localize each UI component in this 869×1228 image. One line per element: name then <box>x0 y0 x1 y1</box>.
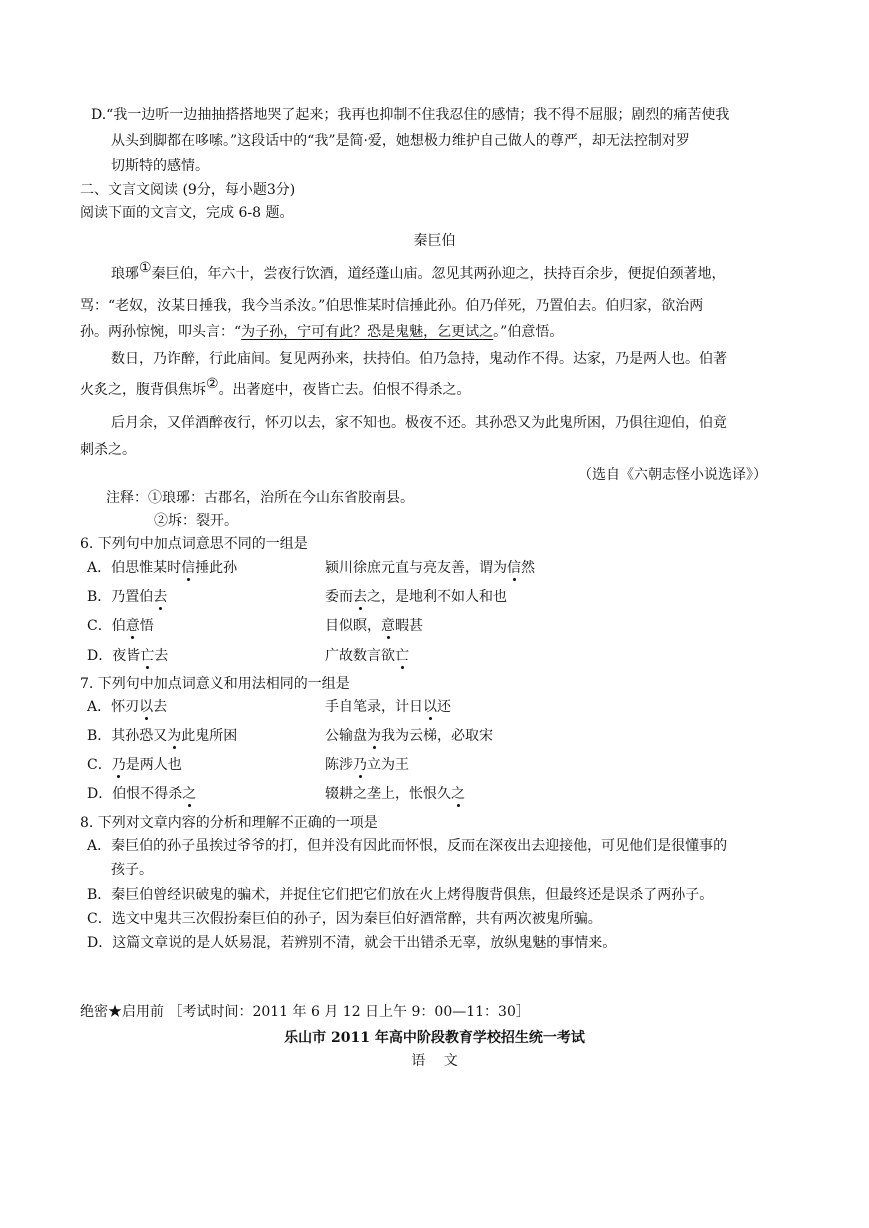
q6-stem: 6. 下列句中加点词意思不同的一组是 <box>80 536 308 552</box>
q8-option-a-line2: 孩子。 <box>111 862 153 878</box>
footnote-marker-1: ① <box>139 260 152 276</box>
note-2: ②坼：裂开。 <box>154 513 238 529</box>
passage-p1-line1: 琅琊①秦巨伯，年六十，尝夜行饮酒，道经蓬山庙。忽见其两孙迎之，扶持百余步，便捉伯颈著地， <box>111 260 726 282</box>
q8-option-a-line1: A．秦巨伯的孙子虽挨过爷爷的打，但并没有因此而怀恨，反而在深夜出去迎接他，可见他们是很懂事的 <box>87 838 728 854</box>
section-heading: 二、文言文阅读 (9分，每小题3分) <box>80 182 296 198</box>
passage-p2-line2: 火炙之，腹背俱焦坼②。出著庭中，夜皆亡去。伯恨不得杀之。 <box>80 376 471 398</box>
q8-option-c: C．选文中鬼共三次假扮秦巨伯的孙子，因为秦巨伯好酒常醉，共有两次被鬼所骗。 <box>87 911 602 927</box>
q6-option-b-right: 委而去之，是地利不如人和也 <box>325 589 507 605</box>
q7-option-b-left: B．其孙恐又为此鬼所困 <box>87 728 238 744</box>
emphasis-dotted-char: 信 <box>181 560 196 576</box>
option-d-line2: 从头到脚都在哆嗦。”这段话中的“我”是简·爱，她想极力维护自己做人的尊严，却无法控制对罗 <box>111 133 690 149</box>
emphasis-dotted-char: 去 <box>353 589 367 605</box>
passage-p1-line2: 骂：“老奴，汝某日捶我，我今当杀汝。”伯思惟某时信捶此孙。伯乃佯死，乃置伯去。伯归家，欲治两 <box>80 298 704 314</box>
q7-option-a-right: 手自笔录，计日以还 <box>325 699 451 715</box>
emphasis-dotted-char: 亡 <box>140 648 155 664</box>
emphasis-dotted-char: 以 <box>139 699 154 715</box>
q6-option-a-right: 颍川徐庶元直与亮友善，谓为信然 <box>325 560 535 576</box>
q7-option-d-left: D．伯恨不得杀之 <box>87 786 197 802</box>
q7-stem: 7. 下列句中加点词意义和用法相同的一组是 <box>80 676 350 692</box>
section-instruction: 阅读下面的文言文，完成 6-8 题。 <box>80 205 294 221</box>
emphasis-dotted-char: 去 <box>153 589 168 605</box>
q6-option-c-right: 目似瞑，意暇甚 <box>325 618 423 634</box>
subject-title: 语 文 <box>411 1053 458 1069</box>
passage-p1-line3: 孙。两孙惊惋，叩头言：“为子孙，宁可有此？恐是鬼魅，乞更试之。”伯意悟。 <box>80 324 564 340</box>
q8-stem: 8. 下列对文章内容的分析和理解不正确的一项是 <box>80 815 378 831</box>
q7-option-c-left: C．乃是两人也 <box>87 757 182 773</box>
exam-title: 乐山市 2011 年高中阶段教育学校招生统一考试 <box>284 1030 585 1046</box>
emphasis-dotted-char: 为 <box>367 728 381 744</box>
emphasis-dotted-char: 意 <box>125 618 140 634</box>
q6-option-b-left: B．乃置伯去 <box>87 589 168 605</box>
emphasis-dotted-char: 亡 <box>395 648 409 664</box>
q7-option-a-left: A．怀刃以去 <box>87 699 168 715</box>
passage-source: （选自《六朝志怪小说选译》） <box>578 467 767 483</box>
emphasis-dotted-char: 之 <box>182 786 197 802</box>
footnote-marker-2: ② <box>206 376 219 392</box>
note-1: 注释：①琅琊：古郡名，治所在今山东省胶南县。 <box>106 490 414 506</box>
q6-option-d-left: D．夜皆亡去 <box>87 648 169 664</box>
passage-p3-line2: 刺杀之。 <box>80 442 136 458</box>
q6-option-a-left: A．伯思惟某时信捶此孙 <box>87 560 238 576</box>
emphasis-dotted-char: 乃 <box>353 757 367 773</box>
q7-option-c-right: 陈涉乃立为王 <box>325 757 409 773</box>
emphasis-dotted-char: 信 <box>507 560 521 576</box>
passage-p3-line1: 后月余，又佯酒醉夜行，怀刃以去，家不知也。极夜不还。其孙恐又为此鬼所困，乃俱往迎伯，伯竟 <box>111 415 727 431</box>
emphasis-dotted-char: 乃 <box>111 757 126 773</box>
q8-option-b: B．秦巨伯曾经识破鬼的骗术，并捉住它们把它们放在火上烤得腹背俱焦，但最终还是误杀了两孙子。 <box>87 887 714 903</box>
emphasis-dotted-char: 以 <box>423 699 437 715</box>
q6-option-d-right: 广故数言欲亡 <box>325 648 409 664</box>
passage-p2-line1: 数日，乃诈醉，行此庙间。复见两孙来，扶持伯。伯乃急持，鬼动作不得。达家，乃是两人也。伯著 <box>111 351 727 367</box>
underlined-sentence: 为子孙，宁可有此？恐是鬼魅，乞更试之 <box>241 324 494 340</box>
option-d-line1: D.“我一边听一边抽抽搭搭地哭了起来；我再也抑制不住我忍住的感情；我不得不屈服；剧烈的痛苦使我 <box>91 107 730 123</box>
option-d-line3: 切斯特的感情。 <box>111 158 209 174</box>
emphasis-dotted-char: 之 <box>451 786 465 802</box>
q8-option-d: D．这篇文章说的是人妖易混，若辨别不清，就会干出错杀无辜，放纵鬼魅的事情来。 <box>87 935 617 951</box>
confidential-line: 绝密★启用前 ［考试时间：2011 年 6 月 12 日上午 9：00—11：30］ <box>80 1004 530 1020</box>
q6-option-c-left: C．伯意悟 <box>87 618 154 634</box>
passage-title: 秦巨伯 <box>413 233 456 249</box>
emphasis-dotted-char: 为 <box>167 728 182 744</box>
emphasis-dotted-char: 意 <box>381 618 395 634</box>
q7-option-b-right: 公输盘为我为云梯，必取宋 <box>325 728 493 744</box>
q7-option-d-right: 辍耕之垄上，怅恨久之 <box>325 786 465 802</box>
